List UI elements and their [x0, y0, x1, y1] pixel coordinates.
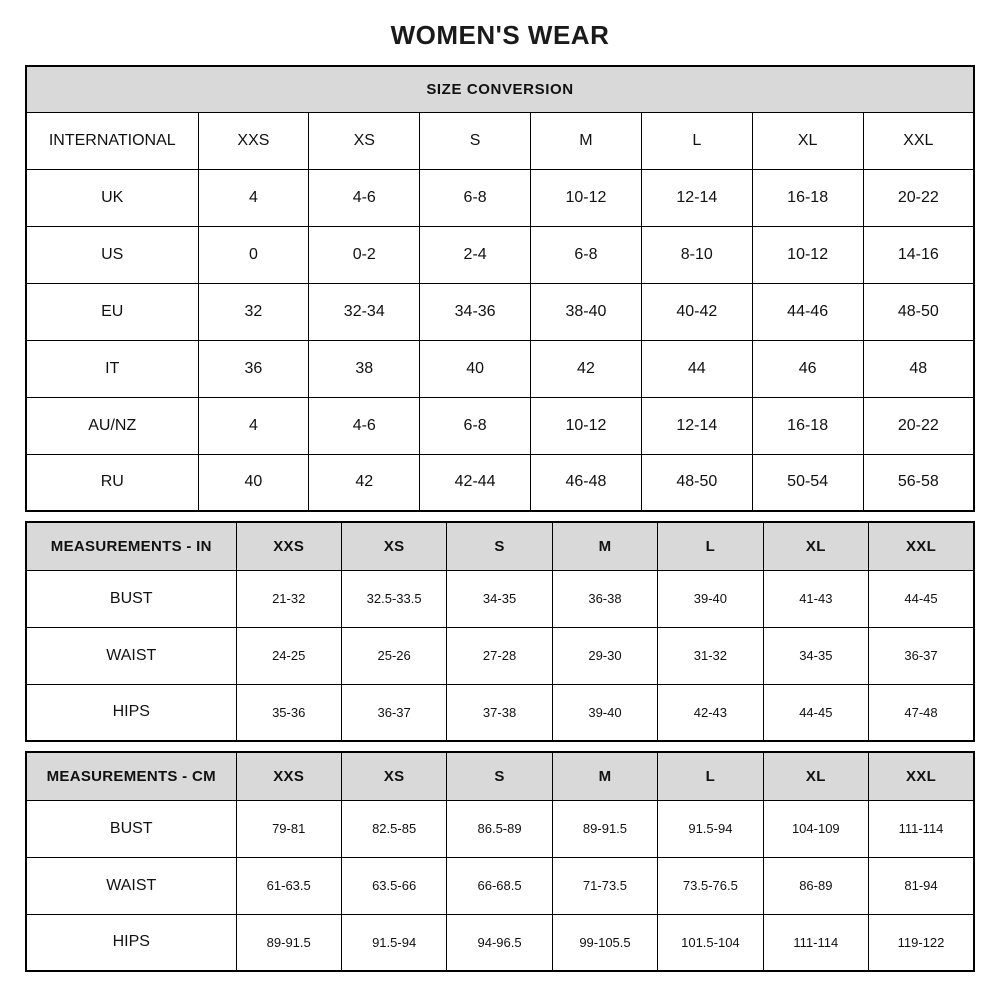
table-cell: 41-43	[763, 570, 868, 627]
row-header: IT	[26, 340, 198, 397]
table-cell: 61-63.5	[236, 857, 341, 914]
measurements-in-body	[26, 570, 974, 741]
column-header: XXL	[863, 112, 974, 169]
table-cell: 46	[752, 340, 863, 397]
table-row	[26, 914, 974, 971]
table-cell: 25-26	[341, 627, 446, 684]
row-header: WAIST	[26, 857, 236, 914]
table-cell: 44-46	[752, 283, 863, 340]
column-header: XXL	[869, 752, 974, 800]
table-cell: 73.5-76.5	[658, 857, 763, 914]
column-header: L	[658, 522, 763, 570]
table-cell: 39-40	[658, 570, 763, 627]
table-row	[26, 857, 974, 914]
table-cell: 63.5-66	[341, 857, 446, 914]
row-header: AU/NZ	[26, 397, 198, 454]
table-cell: 39-40	[552, 684, 657, 741]
table-cell: 91.5-94	[341, 914, 446, 971]
table-cell: 66-68.5	[447, 857, 552, 914]
table-row	[26, 800, 974, 857]
table-cell: 8-10	[641, 226, 752, 283]
column-header: MEASUREMENTS - CM	[26, 752, 236, 800]
table-cell: 38	[309, 340, 420, 397]
table-cell: 56-58	[863, 454, 974, 511]
column-header: INTERNATIONAL	[26, 112, 198, 169]
measurements-cm-table	[25, 751, 975, 972]
table-cell: 36-38	[552, 570, 657, 627]
table-cell: 44-45	[869, 570, 974, 627]
table-caption: SIZE CONVERSION	[26, 66, 974, 112]
table-cell: 31-32	[658, 627, 763, 684]
table-cell: 71-73.5	[552, 857, 657, 914]
column-header: XL	[763, 522, 868, 570]
table-cell: 111-114	[869, 800, 974, 857]
table-cell: 40	[420, 340, 531, 397]
table-row	[26, 684, 974, 741]
column-header: M	[552, 522, 657, 570]
table-cell: 20-22	[863, 169, 974, 226]
table-cell: 4-6	[309, 397, 420, 454]
table-cell: 10-12	[531, 169, 642, 226]
column-header: XXS	[198, 112, 309, 169]
column-header: XL	[763, 752, 868, 800]
table-cell: 44-45	[763, 684, 868, 741]
row-header: HIPS	[26, 684, 236, 741]
table-cell: 6-8	[531, 226, 642, 283]
column-header-row	[26, 522, 974, 570]
column-header: MEASUREMENTS - IN	[26, 522, 236, 570]
column-header-row	[26, 112, 974, 169]
table-cell: 91.5-94	[658, 800, 763, 857]
table-cell: 48	[863, 340, 974, 397]
table-cell: 46-48	[531, 454, 642, 511]
row-header: UK	[26, 169, 198, 226]
table-cell: 14-16	[863, 226, 974, 283]
table-row	[26, 283, 974, 340]
table-cell: 47-48	[869, 684, 974, 741]
table-cell: 10-12	[752, 226, 863, 283]
table-cell: 40-42	[641, 283, 752, 340]
table-cell: 36-37	[869, 627, 974, 684]
table-cell: 89-91.5	[552, 800, 657, 857]
table-row	[26, 397, 974, 454]
table-cell: 89-91.5	[236, 914, 341, 971]
table-cell: 44	[641, 340, 752, 397]
table-cell: 12-14	[641, 397, 752, 454]
table-cell: 48-50	[641, 454, 752, 511]
table-cell: 42	[309, 454, 420, 511]
table-cell: 42	[531, 340, 642, 397]
size-conversion-body	[26, 169, 974, 511]
table-row	[26, 627, 974, 684]
column-header: XXS	[236, 752, 341, 800]
table-cell: 6-8	[420, 169, 531, 226]
column-header: XXL	[869, 522, 974, 570]
column-header-row	[26, 752, 974, 800]
measurements-cm-body	[26, 800, 974, 971]
table-cell: 37-38	[447, 684, 552, 741]
table-cell: 38-40	[531, 283, 642, 340]
table-row	[26, 169, 974, 226]
column-header: L	[641, 112, 752, 169]
table-row	[26, 454, 974, 511]
table-cell: 99-105.5	[552, 914, 657, 971]
table-cell: 4-6	[309, 169, 420, 226]
column-header: S	[447, 752, 552, 800]
table-cell: 82.5-85	[341, 800, 446, 857]
table-cell: 16-18	[752, 169, 863, 226]
column-header: XL	[752, 112, 863, 169]
column-header: S	[420, 112, 531, 169]
table-cell: 24-25	[236, 627, 341, 684]
table-cell: 32	[198, 283, 309, 340]
row-header: RU	[26, 454, 198, 511]
row-header: HIPS	[26, 914, 236, 971]
table-cell: 16-18	[752, 397, 863, 454]
table-cell: 34-36	[420, 283, 531, 340]
table-cell: 36-37	[341, 684, 446, 741]
table-cell: 4	[198, 169, 309, 226]
size-conversion-table	[25, 65, 975, 512]
column-header: S	[447, 522, 552, 570]
column-header: XXS	[236, 522, 341, 570]
column-header: M	[531, 112, 642, 169]
table-cell: 94-96.5	[447, 914, 552, 971]
table-row	[26, 226, 974, 283]
table-cell: 42-43	[658, 684, 763, 741]
page-title: WOMEN'S WEAR	[390, 20, 610, 50]
table-cell: 32-34	[309, 283, 420, 340]
table-cell: 0-2	[309, 226, 420, 283]
column-header: M	[552, 752, 657, 800]
table-cell: 20-22	[863, 397, 974, 454]
table-caption-row	[26, 66, 974, 112]
table-cell: 48-50	[863, 283, 974, 340]
table-cell: 111-114	[763, 914, 868, 971]
table-cell: 104-109	[763, 800, 868, 857]
table-cell: 27-28	[447, 627, 552, 684]
row-header: WAIST	[26, 627, 236, 684]
table-cell: 0	[198, 226, 309, 283]
table-cell: 32.5-33.5	[341, 570, 446, 627]
table-cell: 6-8	[420, 397, 531, 454]
column-header: L	[658, 752, 763, 800]
table-cell: 21-32	[236, 570, 341, 627]
table-cell: 36	[198, 340, 309, 397]
column-header: XS	[309, 112, 420, 169]
table-cell: 86.5-89	[447, 800, 552, 857]
table-cell: 42-44	[420, 454, 531, 511]
table-cell: 34-35	[763, 627, 868, 684]
table-cell: 29-30	[552, 627, 657, 684]
table-cell: 2-4	[420, 226, 531, 283]
table-cell: 86-89	[763, 857, 868, 914]
table-cell: 12-14	[641, 169, 752, 226]
table-cell: 50-54	[752, 454, 863, 511]
table-cell: 81-94	[869, 857, 974, 914]
row-header: US	[26, 226, 198, 283]
row-header: EU	[26, 283, 198, 340]
table-cell: 4	[198, 397, 309, 454]
table-row	[26, 340, 974, 397]
table-row	[26, 570, 974, 627]
table-cell: 40	[198, 454, 309, 511]
column-header: XS	[341, 522, 446, 570]
table-cell: 35-36	[236, 684, 341, 741]
table-cell: 34-35	[447, 570, 552, 627]
table-cell: 119-122	[869, 914, 974, 971]
table-cell: 79-81	[236, 800, 341, 857]
column-header: XS	[341, 752, 446, 800]
table-cell: 10-12	[531, 397, 642, 454]
row-header: BUST	[26, 570, 236, 627]
measurements-in-table	[25, 521, 975, 742]
row-header: BUST	[26, 800, 236, 857]
table-cell: 101.5-104	[658, 914, 763, 971]
